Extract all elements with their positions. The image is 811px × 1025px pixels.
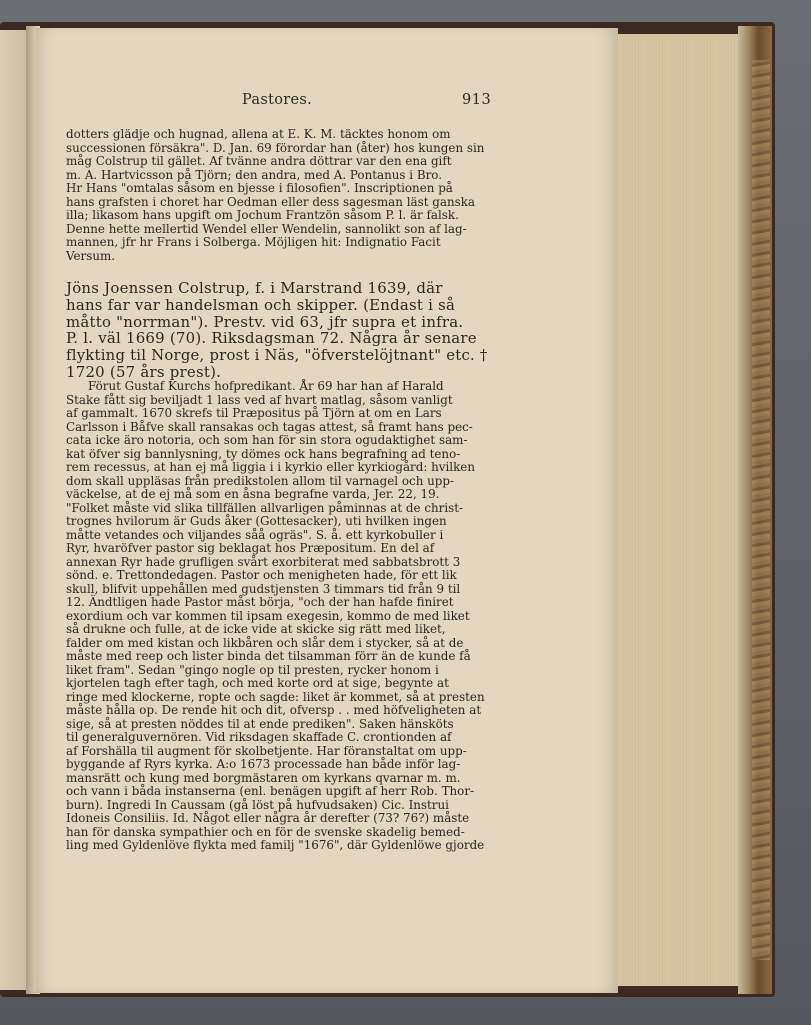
text-line: väckelse, at de ej må som en åsna begrafne varda, Jer. 22, 19. xyxy=(66,487,440,501)
text-line: 1720 (57 års prest). xyxy=(66,362,222,381)
text-line: så drukne och fulle, at de icke vide at skicke sig rätt med liket, xyxy=(66,622,446,636)
text-line: kat öfver sig bannlysning, ty dömes ock hans begrafning ad teno- xyxy=(66,446,461,461)
text-line: Stake fått sig beviljadt 1 lass ved af hvart matlag, såsom vanligt xyxy=(66,392,453,407)
page-header xyxy=(36,92,618,114)
body-paragraph xyxy=(66,380,485,853)
text-line: måste hålla op. De rende hit och dit, ofversp . . med höfveligheten at xyxy=(66,703,482,717)
text-line: m. A. Hartvicsson på Tjörn; den andra, med A. Pontanus i Bro. xyxy=(66,167,443,182)
text-line: dom skall uppläsas från predikstolen allom til varnagel och upp- xyxy=(66,473,455,488)
text-line: rem recessus, at han ej må liggia i i kyrkio eller kyrkiogård: hvilken xyxy=(66,460,475,474)
text-line: Jöns Joenssen Colstrup, f. i Marstrand 1639, där xyxy=(66,279,443,297)
text-line: Carlsson i Båfve skall ransakas och tagas attest, så framt hans pec- xyxy=(66,419,473,434)
text-line: Idoneis Consiliis. Id. Något eller några år derefter (73? 76?) måste xyxy=(66,811,470,825)
text-line: Hr Hans "omtalas såsom en bjesse i filosofien". Inscriptionen på xyxy=(66,181,453,195)
text-line: Denne hette mellertid Wendel eller Wendelin, sannolikt son af lag- xyxy=(66,221,467,236)
text-line: måste med reep och lister binda det tilsamman förr än de kunde få xyxy=(66,649,471,663)
page-number: 913 xyxy=(462,92,492,108)
text-line: skull, blifvit uppehållen med gudstjensten 3 timmars tid från 9 til xyxy=(66,581,461,596)
text-line: burn). Ingredi In Caussam (gå löst på hufvudsaken) Cic. Instrui xyxy=(66,797,449,812)
page-stack-edges xyxy=(612,34,742,986)
text-line: mansrätt och kung med borgmästaren om kyrkans qvarnar m. m. xyxy=(66,770,461,785)
text-line: 12. Ändtligen hade Pastor måst börja, "och der han hafde finiret xyxy=(66,595,454,609)
text-line: byggande af Ryrs kyrka. A:o 1673 processade han både inför lag- xyxy=(66,757,461,771)
text-line: måtto "norrman"). Prestv. vid 63, jfr supra et infra. xyxy=(66,312,464,331)
running-head: Pastores. xyxy=(242,92,313,108)
text-line: cata icke äro notoria, och som han för sin stora ogudaktighet sam- xyxy=(66,433,468,447)
text-line: ling med Gyldenlöve flykta med familj "1676", där Gyldenlöwe gjorde xyxy=(66,838,485,852)
text-line: mannen, jfr hr Frans i Solberga. Möjligen hit: Indignatio Facit xyxy=(66,235,441,249)
text-line: dotters glädje och hugnad, allena at E. K. M. täcktes honom om xyxy=(66,127,451,141)
text-line: falder om med kistan och likbåren och slår dem i stycker, så at de xyxy=(66,635,464,650)
text-line: flykting til Norge, prost i Näs, "öfverstelöjtnant" etc. † xyxy=(66,346,488,365)
text-line: "Folket måste vid slika tillfällen allvarligen påminnas at de christ- xyxy=(66,500,464,515)
text-line: måg Colstrup til gället. Af tvänne andra döttrar var den ena gift xyxy=(66,154,452,168)
text-line: hans far var handelsman och skipper. (Endast i så xyxy=(66,295,456,314)
text-line: illa; likasom hans upgift om Jochum Frantzön såsom P. l. är falsk. xyxy=(66,208,459,222)
text-line: til generalguvernören. Vid riksdagen skaffade C. crontionden af xyxy=(66,730,452,744)
text-line: af gammalt. 1670 skrefs til Præpositus på Tjörn at om en Lars xyxy=(66,406,442,420)
text-line: successionen försäkra". D. Jan. 69 förordar han (åter) hos kungen sin xyxy=(66,140,485,155)
text-line: hans grafsten i choret har Oedman eller dess sagesman läst ganska xyxy=(66,194,476,209)
notes-paragraph xyxy=(66,128,484,263)
text-line: han för danska sympathier och en för de svenske skadelig bemed- xyxy=(66,824,465,839)
text-line: ringe med klockerne, ropte och sagde: liket är kommet, så at presten xyxy=(66,689,485,704)
spine-texture xyxy=(752,60,770,960)
text-line: liket fram". Sedan "gingo nogle op til presten, rycker honom i xyxy=(66,662,439,677)
text-line: exordium och var kommen til ipsam exegesin, kommo de med liket xyxy=(66,608,470,623)
text-line: Förut Gustaf Kurchs hofpredikant. År 69 har han af Harald xyxy=(88,379,444,393)
text-line: P. l. väl 1669 (70). Riksdagsman 72. Några år senare xyxy=(66,329,477,348)
text-line: sige, så at presten nöddes til at ende prediken". Saken hänsköts xyxy=(66,716,454,731)
text-line: kjortelen tagh efter tagh, och med korte ord at sige, begynte at xyxy=(66,676,449,690)
text-line: måtte vetandes och viljandes såå ogräs". S. å. ett kyrkobuller i xyxy=(66,527,444,542)
text-line: sönd. e. Trettondedagen. Pastor och menigheten hade, för ett lik xyxy=(66,568,457,582)
text-line: af Forshälla til augment för skolbetjente. Har föranstaltat om upp- xyxy=(66,743,467,758)
entry-heading-paragraph xyxy=(66,280,491,381)
text-line: och vann i båda instanserna (enl. benägen upgift af herr Rob. Thor- xyxy=(66,784,475,798)
text-line: Versum. xyxy=(66,248,116,263)
text-line: annexan Ryr hade grufligen svårt exorbiterat med sabbatsbrott 3 xyxy=(66,554,461,569)
text-line: trognes hvilorum är Guds åker (Gottesacker), uti hvilken ingen xyxy=(66,514,447,528)
text-line: Ryr, hvaröfver pastor sig beklagat hos Præpositum. En del af xyxy=(66,541,435,555)
